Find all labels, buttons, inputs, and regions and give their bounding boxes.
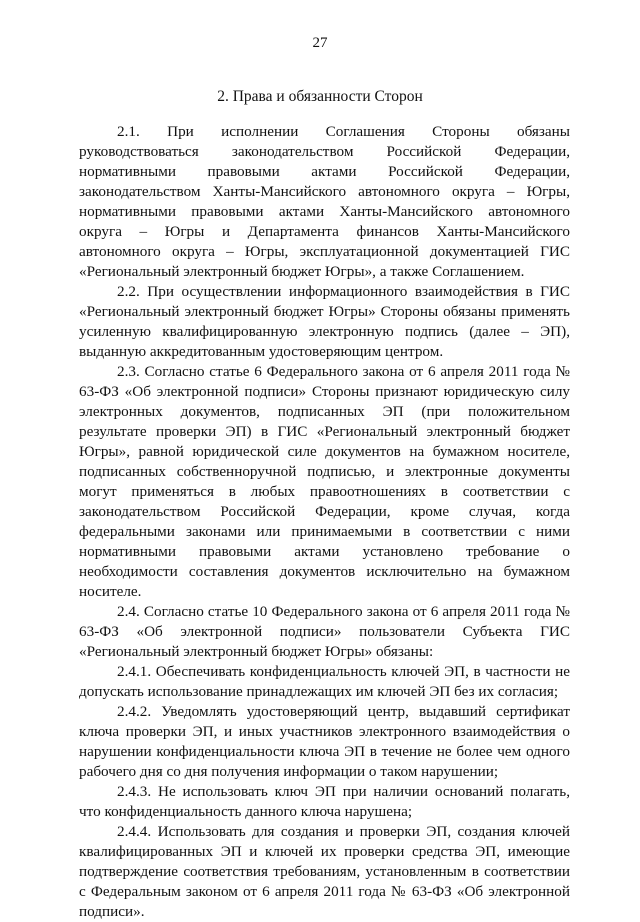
paragraph-2-1: 2.1. При исполнении Соглашения Стороны обязаны руководствоваться законодательством Российской Федерации, нормативными правовыми актами Российской Федерации, законодательством Ханты-Мансийского автономного округа – Югры, нормативными правовыми актами Ханты-Мансийского автономного округа – Югры и Департамента финансов Ханты-Мансийского автономного округа – Югры, эксплуатационной документацией ГИС «Региональный электронный бюджет Югры», а также Соглашением. — [79, 123, 570, 280]
paragraph-2-4: 2.4. Согласно статье 10 Федерального закона от 6 апреля 2011 года № 63-ФЗ «Об электронной подписи» пользователи Субъекта ГИС «Региональный электронный бюджет Югры» обязаны: — [79, 603, 570, 660]
paragraph-2-3: 2.3. Согласно статье 6 Федерального закона от 6 апреля 2011 года № 63-ФЗ «Об электронной подписи» Стороны признают юридическую силу электронных документов, подписанных ЭП (при положительном результате проверки ЭП) в ГИС «Региональный электронный бюджет Югры», равной юридической силе документов на бумажном носителе, подписанных собственноручной подписью, и электронные документы могут применяться в любых правоотношениях в соответствии с законодательством Российской Федерации, кроме случая, когда федеральными законами или принимаемыми в соответствии с ними нормативными правовыми актами установлено требование о необходимости составления документов исключительно на бумажном носителе. — [79, 363, 570, 600]
document-body — [79, 122, 570, 922]
paragraph-2-2: 2.2. При осуществлении информационного взаимодействия в ГИС «Региональный электронный бюджет Югры» Стороны обязаны применять усиленную квалифицированную электронную подпись (далее – ЭП), выданную аккредитованным удостоверяющим центром. — [79, 283, 570, 360]
page-number: 27 — [312, 35, 328, 51]
paragraph-2-4-4: 2.4.4. Использовать для создания и проверки ЭП, создания ключей квалифицированных ЭП и ключей их проверки средства ЭП, имеющие подтверждение соответствия требованиям, установленным в соответствии с Федеральным законом от 6 апреля 2011 года № 63-ФЗ «Об электронной подписи». — [79, 823, 570, 920]
paragraph-2-4-3: 2.4.3. Не использовать ключ ЭП при наличии оснований полагать, что конфиденциальность данного ключа нарушена; — [79, 783, 570, 820]
paragraph-2-4-1: 2.4.1. Обеспечивать конфиденциальность ключей ЭП, в частности не допускать использование принадлежащих им ключей ЭП без их согласия; — [79, 663, 570, 700]
section-title: 2. Права и обязанности Сторон — [217, 88, 423, 105]
paragraph-2-4-2: 2.4.2. Уведомлять удостоверяющий центр, выдавший сертификат ключа проверки ЭП, и иных участников электронного взаимодействия о нарушении конфиденциальности ключа ЭП в течение не более чем одного рабочего дня со дня получения информации о таком нарушении; — [79, 703, 570, 780]
